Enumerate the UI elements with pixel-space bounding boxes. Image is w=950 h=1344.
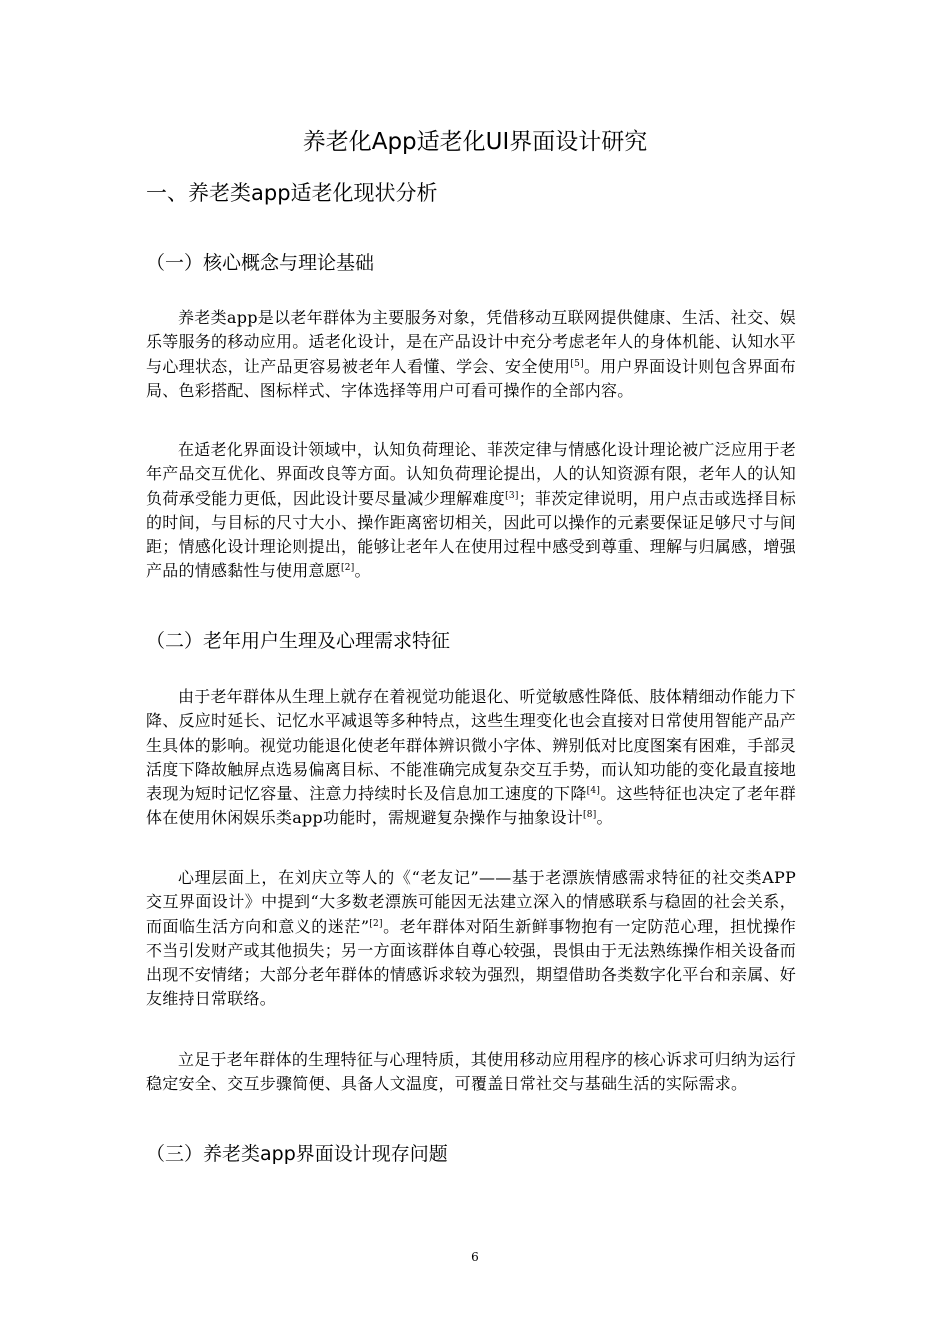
paragraph-3-text-a: 由于老年群体从生理上就存在着视觉功能退化、听觉敏感性降低、肢体精细动作能力下降、反应时延长、记忆水平减退等多种特点，这些生理变化也会直接对日常使用智能产品产生具体的影响。视觉功能退化使老年群体辨识微小字体、辨别低对比度图案有困难，手部灵活度下降故触屏点选易偏离目标、不能准确完成复杂交互手势，而认知功能的变化最直接地表现为短时记忆容量、注意力持续时长及信息加工速度的下降: [146, 687, 797, 804]
subsection-heading-2: （二）老年用户生理及心理需求特征: [146, 630, 451, 652]
paragraph-3-text-b: 。这些特征也决定了老年群体在使用休闲娱乐类app功能时，需规避复杂操作与抽象设计: [146, 784, 796, 828]
citation-ref: [5]: [570, 358, 584, 369]
citation-ref: [2]: [369, 918, 383, 929]
paragraph-2-text-c: 。: [354, 561, 371, 581]
paragraph-3: [146, 685, 796, 831]
paragraph-4: [146, 866, 796, 1012]
paragraph-2-text-b: ；菲茨定律说明，用户点击或选择目标的时间，与目标的尺寸大小、操作距离密切相关，因此可以操作的元素要保证足够尺寸与间距；情感化设计理论则提出，能够让老年人在使用过程中感受到尊重、理解与归属感，增强产品的情感黏性与使用意愿: [146, 488, 797, 581]
citation-ref: [3]: [505, 490, 519, 501]
paragraph-5: 立足于老年群体的生理特征与心理特质，其使用移动应用程序的核心诉求可归纳为运行稳定安全、交互步骤简便、具备人文温度，可覆盖日常社交与基础生活的实际需求。: [146, 1050, 796, 1094]
citation-ref: [4]: [586, 786, 601, 797]
subsection-heading-1: （一）核心概念与理论基础: [146, 252, 375, 274]
paragraph-1-text-b: 。用户界面设计则包含界面布局、色彩搭配、图标样式、字体选择等用户可看可操作的全部内容。: [146, 356, 796, 400]
subsection-heading-3: （三）养老类app界面设计现存问题: [146, 1143, 448, 1165]
citation-ref: [2]: [341, 563, 355, 574]
page-number: 6: [471, 1250, 479, 1264]
paragraph-2: [146, 438, 796, 584]
document-title: 养老化App适老化UI界面设计研究: [302, 129, 648, 155]
paragraph-4-text-a: 心理层面上，在刘庆立等人的《“老友记”——基于老漂族情感需求特征的社交类APP交互界面设计》中提到“大多数老漂族可能因无法建立深入的情感联系与稳固的社会关系，而面临生活方向和意义的迷茫”: [146, 868, 796, 936]
paragraph-3-text-c: 。: [596, 808, 613, 828]
paragraph-1-text-a: 养老类app是以老年群体为主要服务对象，凭借移动互联网提供健康、生活、社交、娱乐等服务的移动应用。适老化设计，是在产品设计中充分考虑老年人的身体机能、认知水平与心理状态，让产品更容易被老年人看懂、学会、安全使用: [146, 308, 797, 376]
paragraph-1: [146, 306, 796, 403]
paragraph-4-text-b: 。老年群体对陌生新鲜事物抱有一定防范心理，担忧操作不当引发财产或其他损失；另一方面该群体自尊心较强，畏惧由于无法熟练操作相关设备而出现不安情绪；大部分老年群体的情感诉求较为强烈，期望借助各类数字化平台和亲属、好友维持日常联络。: [146, 916, 797, 1009]
section-heading-1: 一、养老类app适老化现状分析: [146, 181, 438, 205]
citation-ref: [8]: [583, 810, 597, 821]
paragraph-2-text-a: 在适老化界面设计领域中，认知负荷理论、菲茨定律与情感化设计理论被广泛应用于老年产品交互优化、界面改良等方面。认知负荷理论提出，人的认知资源有限，老年人的认知负荷承受能力更低，因此设计要尽量减少理解难度: [146, 440, 797, 508]
